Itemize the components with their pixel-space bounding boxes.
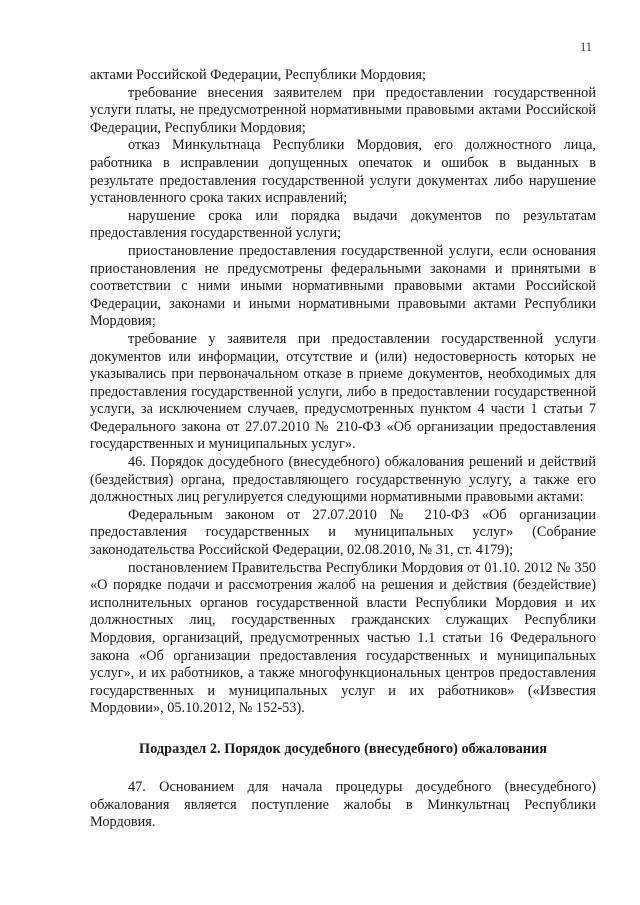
paragraph: требование у заявителя при предоставлении государственной услуги документов или информации, отсутствие и (или) недостоверность которых не указывались при первоначальном отказе в приеме документов, необходимых для предоставления государственной услуги, либо в предоставлении государственной услуги, за исключением случаев, предусмотренных пунктом 4 части 1 статьи 7 Федерального закона от 27.07.2010 № 210-ФЗ «Об организации предоставления государственных и муниципальных услуг».	[90, 330, 596, 453]
paragraph: 47. Основанием для начала процедуры досудебного (внесудебного) обжалования является поступление жалобы в Минкультнац Республики Мордовия.	[90, 779, 596, 831]
paragraph: актами Российской Федерации, Республики Мордовия;	[90, 67, 426, 83]
paragraph: постановлением Правительства Республики Мордовия от 01.10. 2012 № 350 «О порядке подачи и рассмотрения жалоб на решения и действия (бездействие) исполнительных органов государственной власти Республики Мордовия и их должностных лиц, государственных гражданских служащих Республики Мордовия, организаций, предусмотренных частью 1.1 статьи 16 Федерального закона «Об организации предоставления государственных и муниципальных услуг», и их работников, а также многофункциональных центров предоставления государственных и муниципальных услуг и их работников» («Известия Мордовии», 05.10.2012, № 152-53).	[90, 559, 596, 717]
page-number: 11	[580, 40, 593, 54]
paragraph: нарушение срока или порядка выдачи документов по результатам предоставления государственной услуги;	[90, 207, 596, 242]
paragraph: Федеральным законом от 27.07.2010 № 210-ФЗ «Об организации предоставления государственных и муниципальных услуг» (Собрание законодательства Российской Федерации, 02.08.2010, № 31, ст. 4179);	[90, 506, 596, 559]
paragraph: 46. Порядок досудебного (внесудебного) обжалования решений и действий (бездействия) органа, предоставляющего государственную услугу, а также его должностных лиц регулируется следующими нормативными правовыми актами:	[90, 454, 596, 506]
paragraph: требование внесения заявителем при предоставлении государственной услуги платы, не предусмотренной нормативными правовыми актами Российской Федерации, Республики Мордовия;	[90, 84, 596, 136]
document-body	[90, 67, 596, 718]
closing-section	[90, 779, 596, 832]
section-heading: Подраздел 2. Порядок досудебного (внесудебного) обжалования	[139, 741, 547, 757]
paragraph: приостановление предоставления государственной услуги, если основания приостановления не предусмотрены федеральными законами и принятыми в соответствии с ними иными нормативными правовыми актами Российской Федерации, законами и иными нормативными правовыми актами Республики Мордовия;	[90, 242, 596, 330]
paragraph: отказ Минкультнаца Республики Мордовия, его должностного лица, работника в исправлении допущенных опечаток и ошибок в выданных в результате предоставления государственной услуги документах либо нарушение установленного срока таких исправлений;	[90, 137, 596, 207]
